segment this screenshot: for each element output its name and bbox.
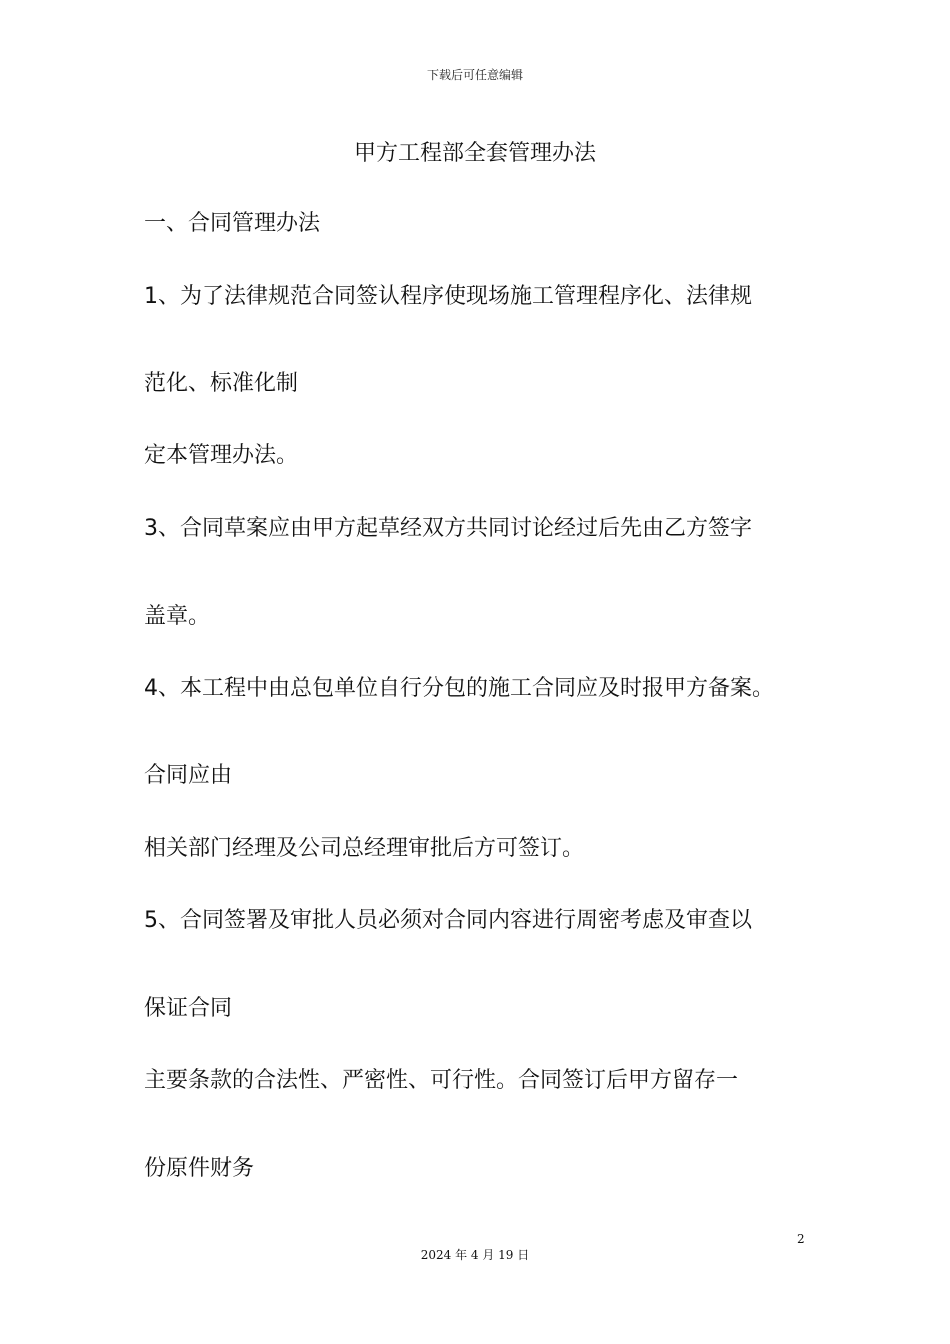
page-number: 2 [797, 1232, 805, 1246]
body-line: 1、为了法律规范合同签认程序使现场施工管理程序化、法律规 [144, 284, 752, 309]
header-note: 下载后可任意编辑 [426, 68, 523, 82]
body-line: 4、本工程中由总包单位自行分包的施工合同应及时报甲方备案。 [144, 676, 774, 701]
body-line: 保证合同 [144, 996, 233, 1021]
body-line: 合同应由 [144, 763, 233, 788]
body-line: 5、合同签署及审批人员必须对合同内容进行周密考虑及审查以 [144, 908, 752, 933]
body-line: 主要条款的合法性、严密性、可行性。合同签订后甲方留存一 [144, 1068, 739, 1093]
body-line: 份原件财务 [144, 1156, 255, 1181]
body-line: 相关部门经理及公司总经理审批后方可签订。 [144, 836, 585, 861]
footer-date: 2024 年 4 月 19 日 [420, 1248, 530, 1262]
body-line: 3、合同草案应由甲方起草经双方共同讨论经过后先由乙方签字 [144, 516, 752, 541]
body-line: 范化、标准化制 [144, 371, 299, 396]
body-line: 定本管理办法。 [144, 443, 299, 468]
document-title: 甲方工程部全套管理办法 [353, 141, 596, 166]
body-line: 一、合同管理办法 [144, 211, 321, 236]
body-line: 盖章。 [144, 604, 211, 629]
